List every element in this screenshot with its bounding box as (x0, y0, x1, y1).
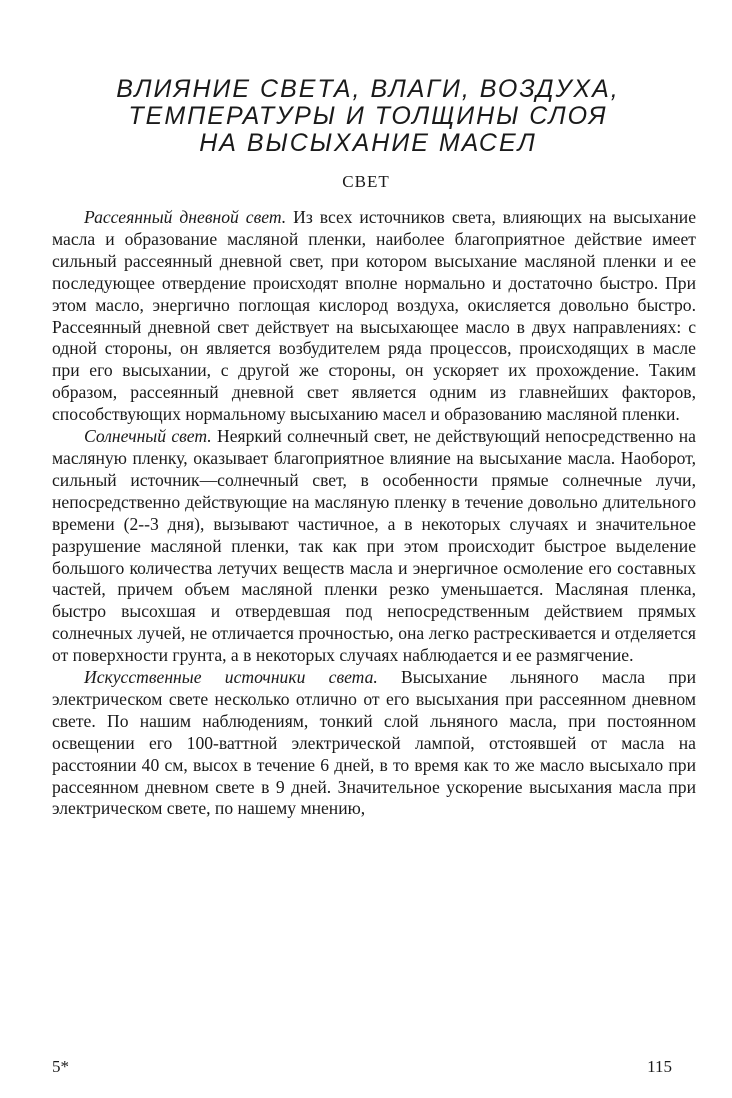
paragraph-lead: Солнечный свет. (84, 426, 212, 447)
chapter-title-line: ТЕМПЕРАТУРЫ И ТОЛЩИНЫ СЛОЯ (128, 102, 608, 130)
paragraph-text: Неяркий солнечный свет, не действующий непосредственно на масляную пленку, оказывает благоприятное влияние на высыхание масла. Наоборот, сильный источник—солнечный свет, в особенности прямые солнечные лучи, непосредственно действующие на масляную пленку в течение довольно длительного времени (2--3 дня), вызывают частичное, а в некоторых случаях и значительное разрушение масляной пленки, так как при этом происходит быстрое выделение большого количества летучих веществ масла и энергичное осмоление его составных частей, причем объем масляной пленки резко уменьшается. Масляная пленка, быстро высохшая и отвердевшая под непосредственным действием прямых солнечных лучей, не отличается прочностью, она легко растрескивается и отделяется от поверхности грунта, а в некоторых случаях наблюдается и ее размягчение. (52, 426, 696, 666)
paragraph-text: Из всех источников света, влияющих на высыхание масла и образование масляной пленки, наиболее благоприятное действие имеет сильный рассеянный дневной свет, при котором высыхание масляной пленки и ее последующее отвердение происходят вполне нормально и достаточно быстро. При этом масло, энергично поглощая кислород воздуха, окисляется довольно быстро. Рассеянный дневной свет действует на высыхающее масло в двух направлениях: с одной стороны, он является возбудителем ряда процессов, происходящих в масле при его высыхании, с другой же стороны, он ускоряет их прохождение. Таким образом, рассеянный дневной свет является одним из главнейших факторов, способствующих нормальному высыханию масел и образованию масляной пленки. (52, 207, 696, 425)
body-text (52, 207, 696, 820)
section-title: СВЕТ (342, 172, 390, 191)
paragraph (52, 426, 696, 667)
paragraph-text: Высыхание льняного масла при электрическом свете несколько отлично от его высыхания при рассеянном дневном свете. По нашим наблюдениям, тонкий слой льняного масла, при постоянном освещении его 100-ваттной электрической лампой, отстоявшей от масла на расстоянии 40 см, высох в течение 6 дней, в то время как то же масло высыхало при рассеянном дневном свете в 9 дней. Значительное ускорение высыхания масла при электрическом свете, по нашему мнению, (52, 667, 696, 819)
paragraph (52, 207, 696, 426)
signature-mark: 5* (52, 1057, 69, 1076)
chapter-title-line: ВЛИЯНИЕ СВЕТА, ВЛАГИ, ВОЗДУХА, (116, 75, 620, 103)
chapter-title (60, 76, 676, 157)
paragraph (52, 667, 696, 820)
chapter-title-line: НА ВЫСЫХАНИЕ МАСЕЛ (199, 129, 537, 157)
paragraph-lead: Искусственные источники света. (84, 667, 378, 688)
page-number: 115 (647, 1057, 672, 1076)
paragraph-lead: Рассеянный дневной свет. (84, 207, 287, 227)
